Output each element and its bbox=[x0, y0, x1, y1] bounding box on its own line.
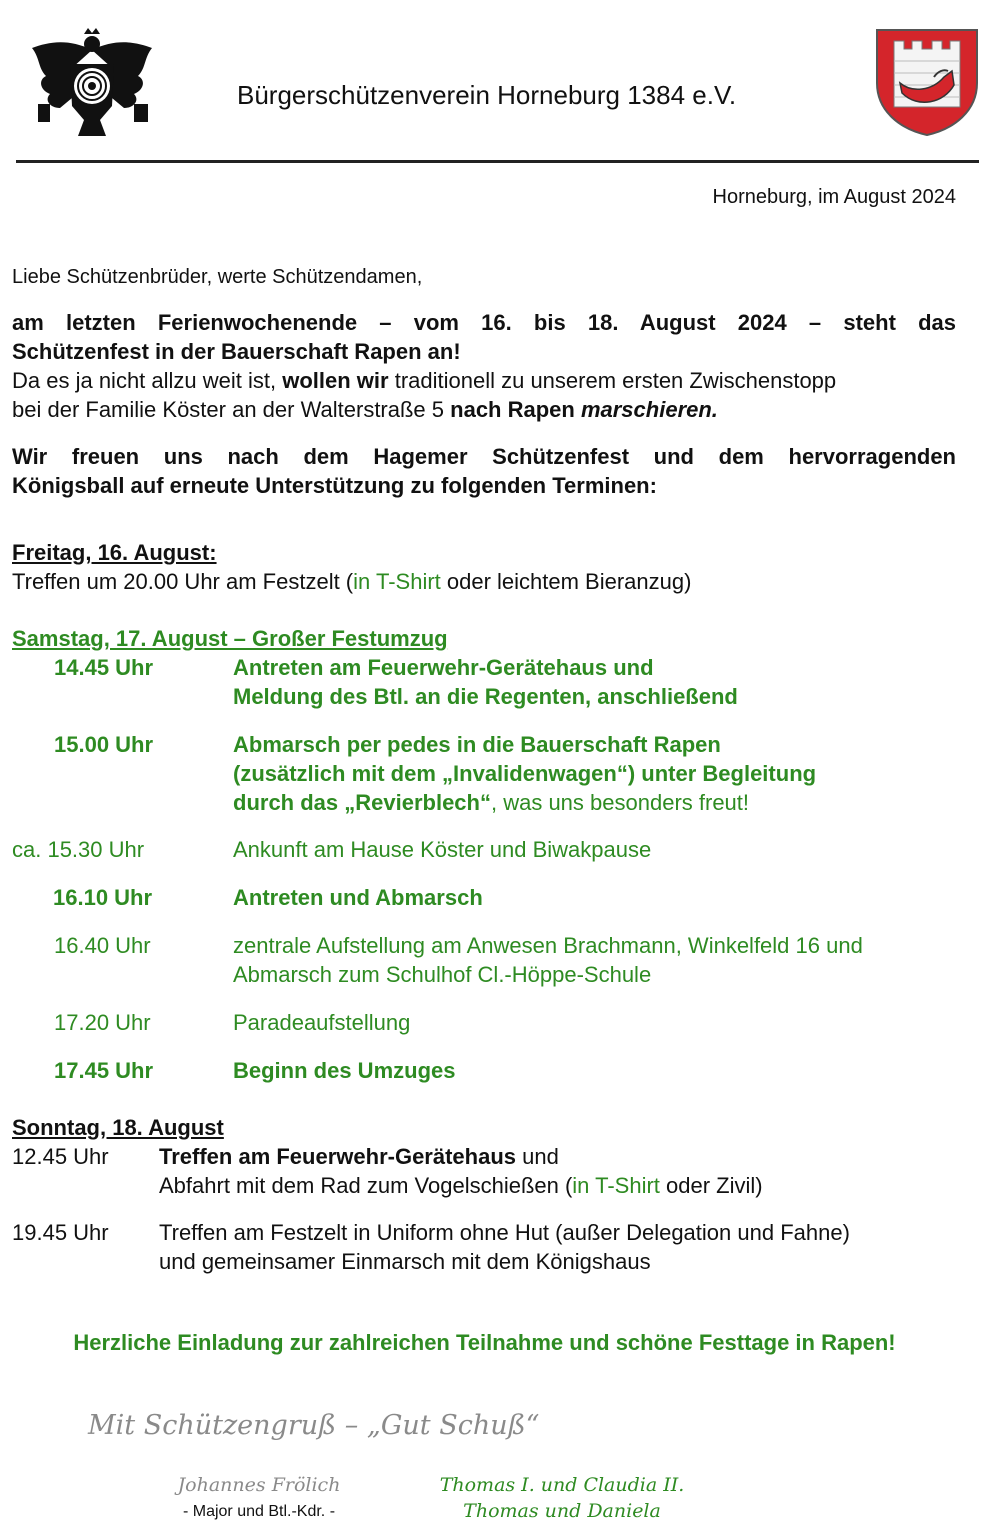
route-text-e: nach Rapen bbox=[450, 397, 581, 422]
place-date: Horneburg, im August 2024 bbox=[712, 186, 956, 208]
eagle-logo bbox=[28, 28, 156, 138]
saturday-event-1 bbox=[233, 653, 738, 711]
saturday-event-5-line-1: zentrale Aufstellung am Anwesen Brachmann, Winkelfeld 16 und bbox=[233, 933, 863, 958]
signature-royals-line-2: Thomas und Daniela bbox=[463, 1500, 661, 1522]
saturday-event-3: Ankunft am Hause Köster und Biwakpause bbox=[233, 837, 652, 862]
saturday-time-3: ca. 15.30 Uhr bbox=[12, 837, 145, 862]
support-line-1: Wir freuen uns nach dem Hagemer Schützenfest und dem hervorragenden bbox=[12, 444, 956, 469]
saturday-event-6: Paradeaufstellung bbox=[233, 1010, 411, 1035]
saturday-heading: Samstag, 17. August – Großer Festumzug bbox=[12, 626, 448, 651]
sunday-event-2-line-2: und gemeinsamer Einmarsch mit dem Königshaus bbox=[159, 1249, 651, 1274]
intro-line-2: Schützenfest in der Bauerschaft Rapen an! bbox=[12, 339, 461, 364]
saturday-event-5-line-2: Abmarsch zum Schulhof Cl.-Höppe-Schule bbox=[233, 962, 652, 987]
saturday-event-2-line-2: (zusätzlich mit dem „Invalidenwagen“) unter Begleitung bbox=[233, 761, 817, 786]
route-text-f: marschieren. bbox=[580, 397, 718, 422]
coat-of-arms-logo bbox=[874, 27, 980, 137]
salutation: Liebe Schützenbrüder, werte Schützendamen, bbox=[12, 266, 423, 288]
friday-text-green: in T-Shirt bbox=[353, 569, 441, 594]
eagle-icon bbox=[28, 28, 156, 138]
saturday-event-2-line-3-bold: durch das „Revierblech“ bbox=[233, 790, 491, 815]
org-name: Bürgerschützenverein Horneburg 1384 e.V. bbox=[237, 80, 737, 110]
saturday-time-2: 15.00 Uhr bbox=[54, 732, 154, 757]
sunday-event-2 bbox=[159, 1218, 850, 1276]
saturday-event-1-line-2: Meldung des Btl. an die Regenten, anschließend bbox=[233, 684, 738, 709]
signature-major-name: Johannes Frölich bbox=[177, 1474, 341, 1496]
route-paragraph bbox=[12, 366, 956, 424]
signature-major-role: - Major und Btl.-Kdr. - bbox=[182, 1503, 336, 1520]
sunday-heading: Sonntag, 18. August bbox=[12, 1115, 224, 1140]
saturday-time-6: 17.20 Uhr bbox=[54, 1010, 151, 1035]
signature-royals-line-1: Thomas I. und Claudia II. bbox=[439, 1474, 685, 1496]
saturday-event-7: Beginn des Umzuges bbox=[233, 1058, 456, 1083]
coat-of-arms-icon bbox=[874, 27, 980, 137]
header-divider bbox=[16, 160, 979, 163]
saturday-event-2-line-3-rest: , was uns besonders freut! bbox=[490, 790, 750, 815]
sunday-event-2-line-1: Treffen am Festzelt in Uniform ohne Hut (außer Delegation und Fahne) bbox=[159, 1220, 850, 1245]
support-line-2: Königsball auf erneute Unterstützung zu folgenden Terminen: bbox=[12, 473, 657, 498]
saturday-event-4: Antreten und Abmarsch bbox=[233, 885, 483, 910]
invitation: Herzliche Einladung zur zahlreichen Teilnahme und schöne Festtage in Rapen! bbox=[73, 1330, 896, 1355]
friday-text-a: Treffen um 20.00 Uhr am Festzelt ( bbox=[12, 569, 354, 594]
saturday-event-2-line-1: Abmarsch per pedes in die Bauerschaft Rapen bbox=[233, 732, 721, 757]
saturday-time-4: 16.10 Uhr bbox=[53, 885, 153, 910]
sunday-event-1-rest: und bbox=[516, 1144, 559, 1169]
saturday-event-1-line-1: Antreten am Feuerwehr-Gerätehaus und bbox=[233, 655, 654, 680]
friday-text bbox=[12, 567, 691, 596]
sunday-event-1-bold: Treffen am Feuerwehr-Gerätehaus bbox=[159, 1144, 517, 1169]
saturday-event-2 bbox=[233, 730, 816, 817]
intro-line-1: am letzten Ferienwochenende – vom 16. bis 18. August 2024 – steht das bbox=[12, 310, 956, 335]
sunday-event-1 bbox=[159, 1142, 763, 1200]
sunday-time-1: 12.45 Uhr bbox=[12, 1144, 109, 1169]
saturday-time-7: 17.45 Uhr bbox=[54, 1058, 154, 1083]
friday-text-b: oder leichtem Bieranzug) bbox=[440, 569, 692, 594]
saturday-time-1: 14.45 Uhr bbox=[54, 655, 154, 680]
saturday-event-5 bbox=[233, 931, 863, 989]
route-text-c: traditionell zu unserem ersten Zwischenstopp bbox=[388, 368, 837, 393]
friday-heading: Freitag, 16. August: bbox=[12, 540, 217, 565]
route-text-b: wollen wir bbox=[282, 368, 389, 393]
sunday-event-1-line-2-green: in T-Shirt bbox=[572, 1173, 660, 1198]
sunday-event-1-line-2-b: oder Zivil) bbox=[659, 1173, 763, 1198]
sunday-time-2: 19.45 Uhr bbox=[12, 1220, 109, 1245]
greeting: Mit Schützengruß – „Gut Schuß“ bbox=[88, 1410, 540, 1441]
sunday-event-1-line-2-a: Abfahrt mit dem Rad zum Vogelschießen ( bbox=[159, 1173, 573, 1198]
route-text-a: Da es ja nicht allzu weit ist, bbox=[12, 368, 283, 393]
route-text-d: bei der Familie Köster an der Walterstraße 5 bbox=[12, 397, 451, 422]
saturday-time-5: 16.40 Uhr bbox=[54, 933, 151, 958]
